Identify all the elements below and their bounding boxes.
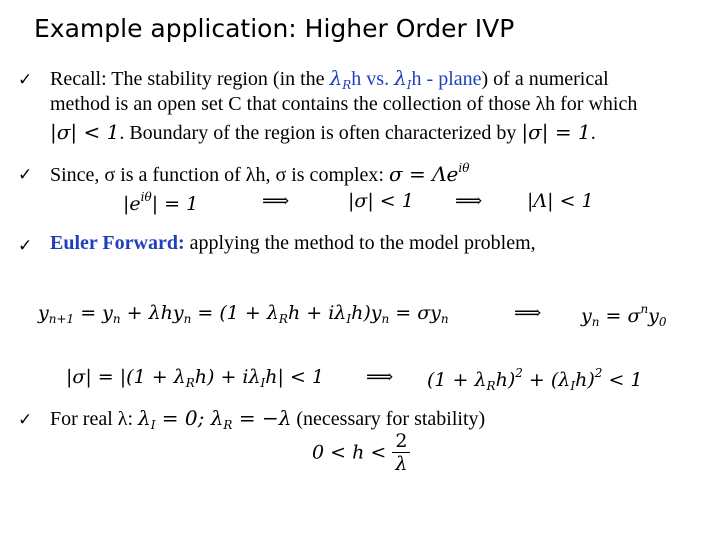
bullet-1-line-2: method is an open set C that contains the collection of those λh for which (50, 93, 638, 115)
implies-arrow: ⟹ (262, 190, 290, 212)
bullet-2-line-1: Since, σ is a function of λh, σ is complex: $\sigma = \Lambda e^{i\theta}$ (50, 161, 470, 186)
eq-sigma-squared: $(1 + \lambda_Rh)^2 + (\lambda_Ih)^2 < 1$ (427, 366, 643, 393)
bullet-3-line-1: Euler Forward: applying the method to the model problem, (50, 232, 536, 254)
implies-arrow: ⟹ (366, 366, 394, 388)
bullet-4-line-1: For real λ: $\lambda_I = 0$; $\lambda_R = -\lambda$ (necessary for stability) (50, 406, 486, 432)
implies-arrow: ⟹ (514, 302, 542, 324)
fraction-2-over-lambda: $\frac{2}{\lambda}$ (392, 430, 410, 475)
check-icon: ✓ (18, 70, 33, 90)
eq-step-size-bound: 0 < h < $\frac{2}{\lambda}$ (312, 430, 410, 475)
eq-sigma-magnitude: $|\sigma| = |(1 + \lambda_Rh) + i\lambda_Ih| < 1$ (66, 366, 325, 390)
check-icon: ✓ (18, 236, 33, 256)
implies-arrow: ⟹ (455, 190, 483, 212)
eq-lambda-lt-1: |Λ| < 1 (527, 190, 594, 212)
page-title: Example application: Higher Order IVP (34, 14, 515, 43)
bullet-1-line-1: Recall: The stability region (in the $\lambda_Rh$ vs. $\lambda_Ih$ - plane) of a numerical (50, 66, 609, 92)
eq-euler-recurrence: $y_{n+1} = y_n + \lambda hy_n = (1 + \lambda_Rh + i\lambda_Ih)y_n = \sigma y_n$ (38, 302, 449, 326)
bullet-1-line-3: |σ| < 1. Boundary of the region is often characterized by |σ| = 1. (50, 120, 596, 144)
eq-closed-form: $y_n = \sigma^ny_0$ (581, 302, 667, 329)
eq-unit-circle: $|e^{i\theta}| = 1$ (123, 190, 199, 215)
eq-sigma-lt-1: |σ| < 1 (348, 190, 414, 212)
check-icon: ✓ (18, 165, 33, 185)
check-icon: ✓ (18, 410, 33, 430)
